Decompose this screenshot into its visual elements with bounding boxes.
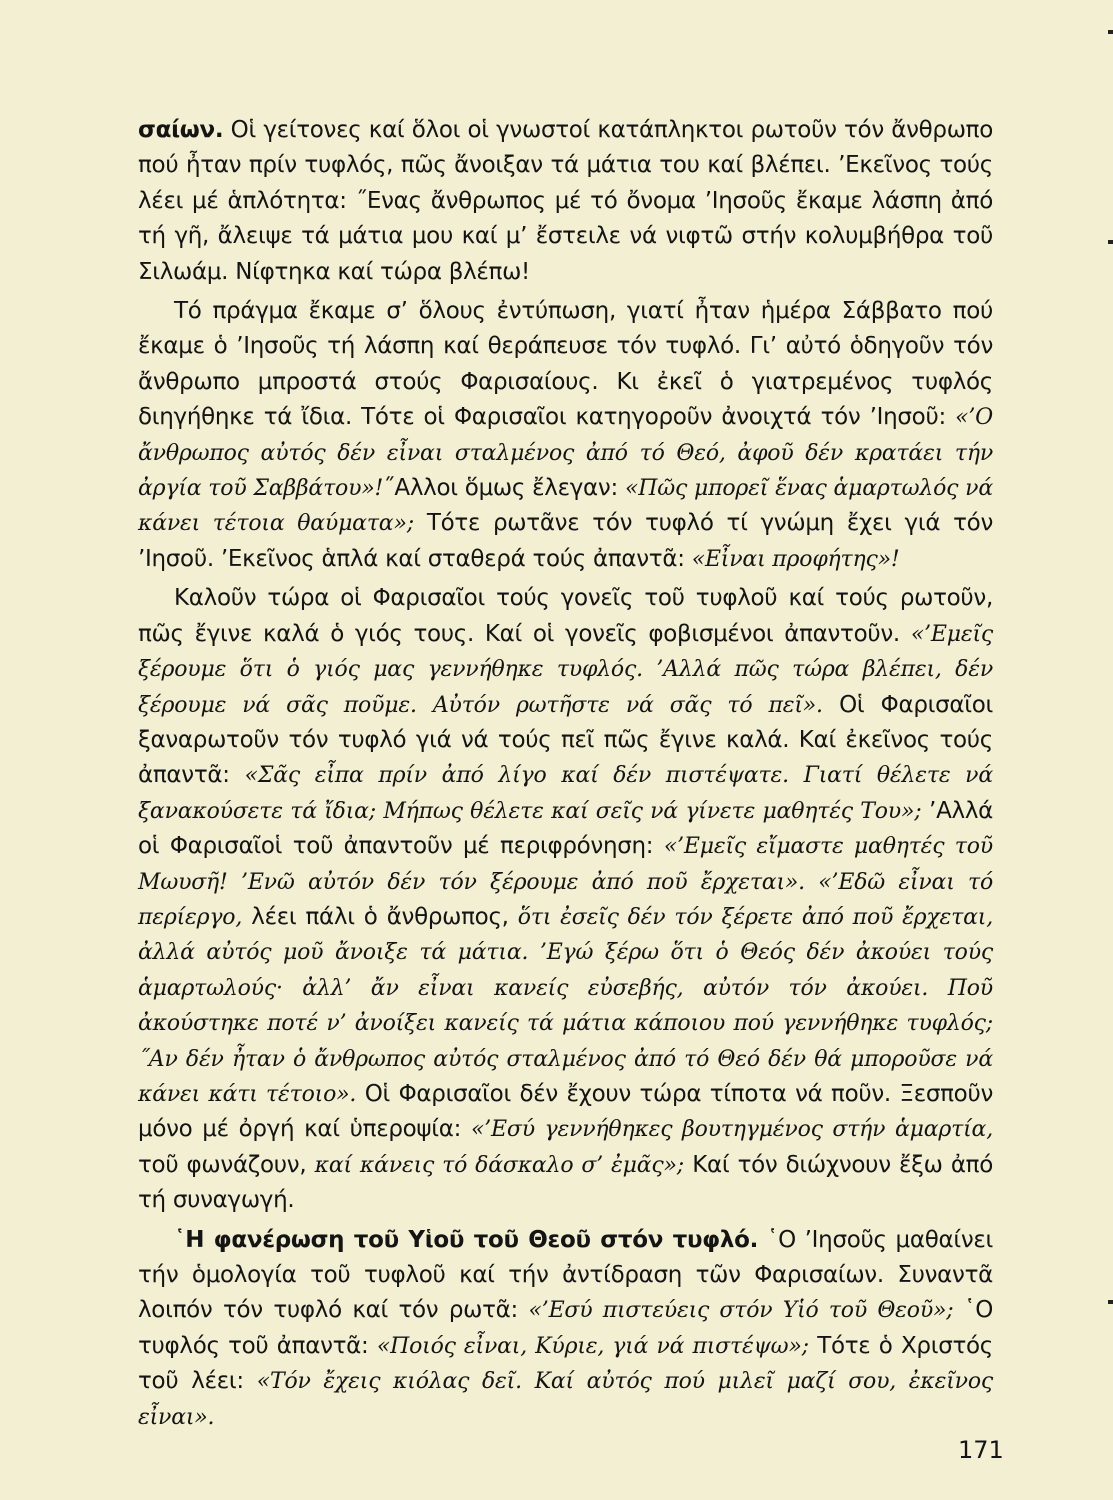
text-run: Οἱ γείτονες καί ὅλοι οἱ γνωστοί κατάπληκτοι ρωτοῦν τόν ἄνθρωπο πού ἦταν πρίν τυφλός, πῶς ἄνοιξαν τά μάτια του καί βλέπει. ’Εκεῖνος τούς λέει μέ ἁπλότητα: ˝Ενας ἄνθρωπος μέ τό ὄνομα ’Ιησοῦς ἔκαμε λάσπη ἀπό τή γῆ, ἄλειψε τά μάτια μου καί μ’ ἔστειλε νά νιφτῶ στήν κολυμβήθρα τοῦ Σιλωάμ. Νίφτηκα καί τώρα βλέπω!	[138, 117, 993, 285]
text-run: ῾Ο τυφλός τοῦ ἀπαντᾶ:	[138, 1297, 993, 1359]
paragraph-2	[138, 294, 993, 577]
text-run: ’Αλλά οἱ Φαρισαῖοἱ τοῦ ἀπαντοῦν μέ περιφρόνηση:	[138, 797, 993, 860]
quote-run: «’Εμεῖς ξέρουμε ὅτι ὁ γιός μας γεννήθηκε τυφλός. ’Αλλά πῶς τώρα βλέπει, δέν ξέρουμε νά σᾶς ποῦμε. Αὐτόν ρωτῆστε νά σᾶς τό πεῖ».	[138, 621, 993, 718]
quote-run: «’Εσύ πιστεύεις στόν Υἱό τοῦ Θεοῦ»;	[528, 1298, 954, 1324]
quote-run: «Σᾶς εἶπα πρίν ἀπό λίγο καί δέν πιστέψατε. Γιατί θέλετε νά ξανακούσετε τά ἴδια; Μήπως θέλετε καί σεῖς νά γίνετε μαθητές Του»;	[138, 763, 994, 824]
paragraph-4	[138, 1223, 993, 1435]
text-run: τοῦ φωνάζουν,	[138, 1151, 315, 1178]
text-run: Τότε ρωτᾶνε τόν τυφλό τί γνώμη ἔχει γιά τόν ’Ιησοῦ. ’Εκεῖνος ἁπλά καί σταθερά τούς ἀπαντᾶ:	[138, 510, 993, 572]
section-heading: ῾Η φανέρωση τοῦ Υἱοῦ τοῦ Θεοῦ στόν τυφλό.	[174, 1226, 759, 1253]
quote-run: «’Εσύ γεννήθηκες βουτηγμένος στήν ἁμαρτία,	[470, 1117, 993, 1143]
text-run: ˝Αλλοι ὅμως ἔλεγαν:	[383, 475, 626, 502]
quote-run: «Πῶς μπορεῖ ἕνας ἁμαρτωλός νά κάνει τέτοια θαύματα»;	[138, 476, 993, 537]
scan-edge-mark	[1108, 1300, 1113, 1304]
quote-run: ὅτι ἐσεῖς δέν τόν ξέρετε ἀπό ποῦ ἔρχεται, ἀλλά αὐτός μοῦ ἄνοιξε τά μάτια. ’Εγώ ξέρω ὅτι ὁ Θεός δέν ἀκούει τούς ἁμαρτωλούς· ἀλλ’ ἄν εἶναι κανείς εὐσεβής, αὐτόν τόν ἀκούει. Ποῦ ἀκούστηκε ποτέ ν’ ἀνοίξει κανείς τά μάτια κάποιου πού γεννήθηκε τυφλός; ˝Αν δέν ἦταν ὁ ἄνθρωπος αὐτός σταλμένος ἀπό τό Θεό δέν θά μποροῦσε νά κάνει κάτι τέτοιο».	[138, 904, 993, 1107]
quote-run: καί κάνεις τό δάσκαλο σ’ ἐμᾶς»;	[314, 1152, 684, 1178]
quote-run: «’Εμεῖς εἴμαστε μαθητές τοῦ Μωυσῆ! ’Ενῶ αὐτόν δέν τόν ξέρουμε ἀπό ποῦ ἔρχεται». «’Εδῶ εἶναι τό περίεργο,	[138, 834, 993, 930]
scan-edge-mark	[1108, 30, 1113, 34]
text-run: Καί τόν διώχνουν ἔξω ἀπό τή συναγωγή.	[138, 1151, 994, 1214]
text-run: Τό πράγμα ἔκαμε σ’ ὅλους ἐντύπωση, γιατί ἦταν ἡμέρα Σάββατο πού ἔκαμε ὁ ’Ιησοῦς τή λάσπη καί θεράπευσε τόν τυφλό. Γι’ αὐτό ὁδηγοῦν τόν ἄνθρωπο μπροστά στούς Φαρισαίους. Κι ἐκεῖ ὁ γιατρεμένος τυφλός διηγήθηκε τά ἴδια. Τότε οἱ Φαρισαῖοι κατηγοροῦν ἀνοιχτά τόν ’Ιησοῦ:	[138, 298, 993, 431]
paragraph-3	[138, 581, 993, 1218]
text-run: Οἱ Φαρισαῖοι δέν ἔχουν τώρα τίποτα νά ποῦν. Ξεσποῦν μόνο μέ ὀργή καί ὑπεροψία:	[138, 1080, 994, 1143]
quote-run: «Εἶναι προφήτης»!	[691, 546, 900, 572]
text-run: Καλοῦν τώρα οἱ Φαρισαῖοι τούς γονεῖς τοῦ τυφλοῦ καί τούς ρωτοῦν, πῶς ἔγινε καλά ὁ γιός τους. Καί οἱ γονεῖς φοβισμένοι ἀπαντοῦν.	[138, 585, 993, 647]
scan-edge-mark	[1108, 240, 1113, 244]
body-text	[138, 113, 993, 1435]
quote-run: «Τόν ἔχεις κιόλας δεῖ. Καί αὐτός πού μιλεῖ μαζί σου, ἐκεῖνος εἶναι».	[138, 1369, 993, 1430]
paragraph-1	[138, 113, 993, 290]
section-continuation-word: σαίων.	[138, 117, 224, 143]
quote-run: «Ποιός εἶναι, Κύριε, γιά νά πιστέψω»;	[376, 1333, 809, 1359]
page-number: 171	[958, 1436, 1004, 1464]
text-run: ῾Ο ’Ιησοῦς μαθαίνει τήν ὁμολογία τοῦ τυφλοῦ καί τήν ἀντίδραση τῶν Φαρισαίων. Συναντᾶ λοιπόν τόν τυφλό καί τόν ρωτᾶ:	[138, 1226, 993, 1324]
text-run: Οἱ Φαρισαῖοι ξαναρωτοῦν τόν τυφλό γιά νά τούς πεῖ πῶς ἔγινε καλά. Καί ἐκεῖνος τούς ἀπαντᾶ:	[138, 691, 994, 789]
quote-run: «’Ο ἄνθρωπος αὐτός δέν εἶναι σταλμένος ἀπό τό Θεό, ἀφοῦ δέν κρατάει τήν ἀργία τοῦ Σαββάτου»!	[138, 405, 993, 502]
text-run: λέει πάλι ὁ ἄνθρωπος,	[242, 903, 518, 930]
text-run: Τότε ὁ Χριστός τοῦ λέει:	[138, 1332, 993, 1395]
